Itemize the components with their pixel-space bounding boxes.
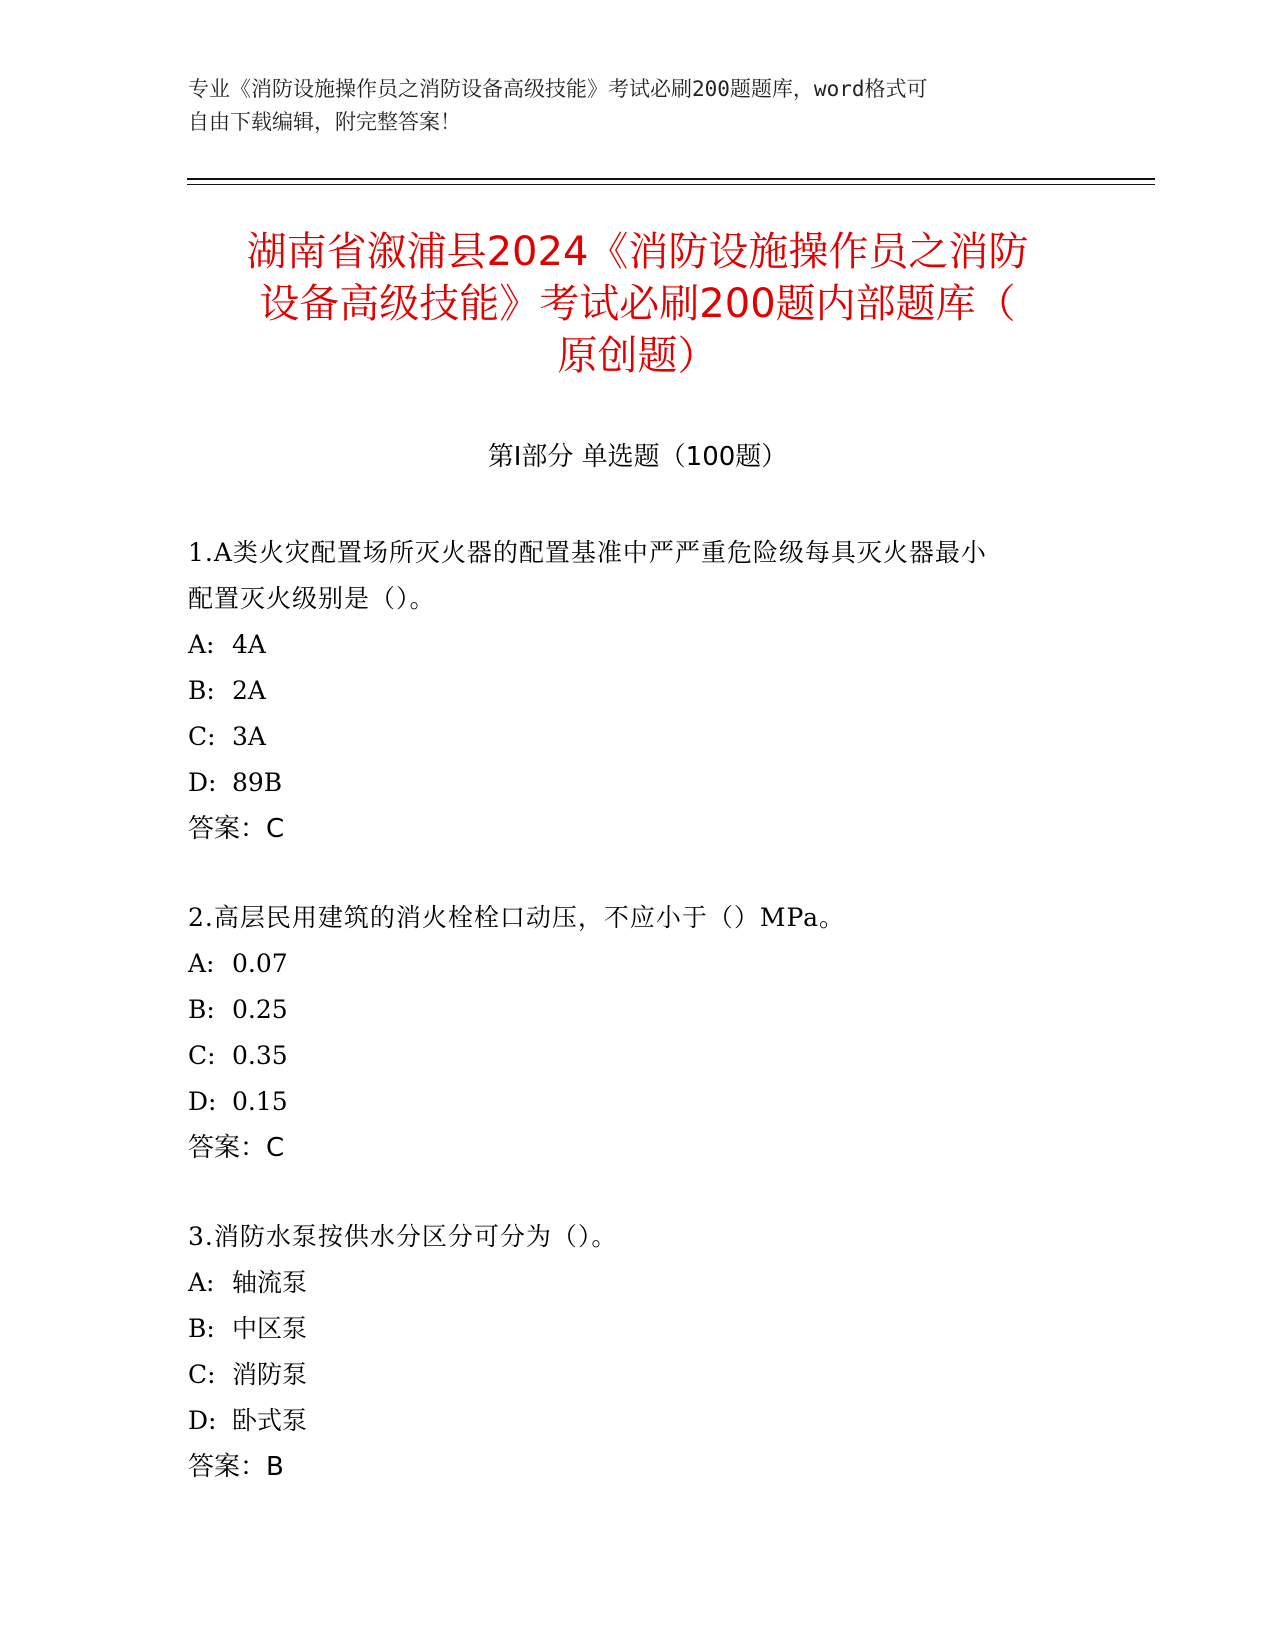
option-text: 中区泵 [232, 1314, 308, 1343]
option-letter: B: [188, 1314, 215, 1343]
title-line: 湖南省溆浦县2024《消防设施操作员之消防 [246, 229, 1029, 275]
answer-value: C [266, 814, 285, 844]
option-letter: C: [188, 1360, 216, 1389]
question-list [188, 530, 1088, 1533]
question-stem [188, 895, 1088, 941]
question-stem-line: 3.消防水泵按供水分区分可分为（）。 [188, 1222, 618, 1251]
option-text: 3A [232, 722, 266, 751]
option-c [188, 1033, 1088, 1079]
option-letter: C: [188, 722, 216, 751]
option-text: 0.35 [232, 1041, 288, 1070]
option-c [188, 1352, 1088, 1398]
header-note [188, 73, 1068, 139]
option-b [188, 987, 1088, 1033]
answer-value: B [266, 1452, 284, 1482]
option-text: 0.25 [232, 995, 288, 1024]
option-b [188, 1306, 1088, 1352]
header-note-line: 专业《消防设施操作员之消防设备高级技能》考试必刷200题题库，word格式可 [188, 77, 928, 101]
answer-line [188, 1444, 1088, 1490]
answer-line [188, 806, 1088, 852]
option-a [188, 1260, 1088, 1306]
option-d [188, 1079, 1088, 1125]
title-line: 原创题） [557, 333, 718, 379]
option-text: 消防泵 [232, 1360, 308, 1389]
answer-label: 答案： [188, 814, 267, 844]
question-stem [188, 530, 1088, 622]
header-divider-thick [187, 178, 1155, 180]
option-text: 0.15 [232, 1087, 288, 1116]
document-title [180, 226, 1095, 382]
question-stem-line: 2.高层民用建筑的消火栓栓口动压，不应小于（）MPa。 [188, 903, 846, 932]
question-stem-line: 配置灭火级别是（）。 [188, 584, 436, 613]
option-letter: A: [188, 630, 215, 659]
option-text: 89B [232, 768, 283, 797]
option-letter: D: [188, 1087, 217, 1116]
option-letter: D: [188, 768, 217, 797]
section-title: 第I部分 单选题（100题） [487, 442, 788, 472]
option-text: 轴流泵 [232, 1268, 308, 1297]
answer-value: C [266, 1133, 285, 1163]
header-note-line: 自由下载编辑，附完整答案！ [188, 110, 461, 134]
option-letter: B: [188, 995, 215, 1024]
title-line: 设备高级技能》考试必刷200题内部题库（ [259, 281, 1016, 327]
option-d [188, 1398, 1088, 1444]
option-text: 4A [232, 630, 266, 659]
option-letter: C: [188, 1041, 216, 1070]
option-d [188, 760, 1088, 806]
option-letter: A: [188, 949, 215, 978]
answer-label: 答案： [188, 1452, 267, 1482]
option-text: 2A [232, 676, 266, 705]
option-c [188, 714, 1088, 760]
question-stem-line: 1.A类火灾配置场所灭火器的配置基准中严严重危险级每具灭火器最小 [188, 538, 987, 567]
question-stem [188, 1214, 1088, 1260]
option-text: 卧式泵 [232, 1406, 308, 1435]
option-b [188, 668, 1088, 714]
option-a [188, 941, 1088, 987]
question-item [188, 530, 1088, 852]
question-item [188, 1214, 1088, 1490]
question-item [188, 895, 1088, 1171]
answer-line [188, 1125, 1088, 1171]
answer-label: 答案： [188, 1133, 267, 1163]
option-a [188, 622, 1088, 668]
option-letter: A: [188, 1268, 215, 1297]
option-text: 0.07 [232, 949, 288, 978]
header-divider-thin [187, 184, 1155, 185]
option-letter: D: [188, 1406, 217, 1435]
option-letter: B: [188, 676, 215, 705]
